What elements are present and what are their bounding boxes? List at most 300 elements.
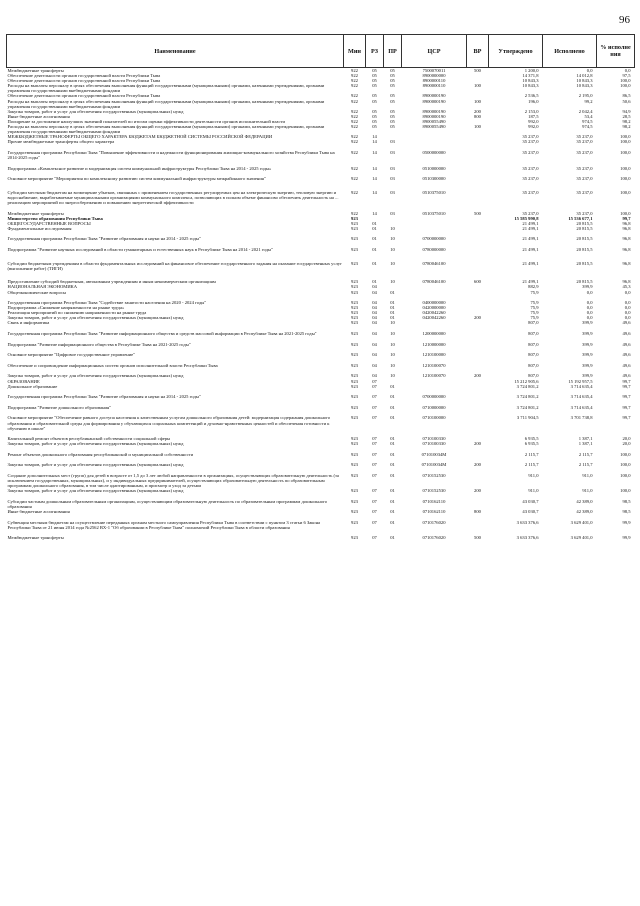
cell-pct: 100,0 <box>620 149 631 155</box>
cell-csr: 1210000000 <box>422 341 446 347</box>
cell-csr: 071010034М <box>421 462 447 468</box>
cell-executed: 1 387,1 <box>578 441 593 447</box>
cell-executed: 2 042,4 <box>578 108 593 114</box>
cell-executed: 20 815,5 <box>576 247 593 253</box>
cell-pct: 0,0 <box>624 305 631 311</box>
cell-vr: 800 <box>474 113 481 119</box>
cell-rz: 07 <box>372 441 377 447</box>
cell-approved: 3 633 376,6 <box>516 519 539 525</box>
cell-csr: 0710100330 <box>422 436 446 442</box>
cell-name: ОБЩЕГОСУДАРСТВЕННЫЕ ВОПРОСЫ <box>7 220 91 226</box>
cell-name: Иные бюджетные ассигнования <box>7 113 70 119</box>
cell-approved: 807,0 <box>528 331 539 337</box>
cell-pr: 05 <box>390 68 395 73</box>
cell-csr: 0780046100 <box>422 260 446 266</box>
cell-executed: 0,0 <box>586 315 593 321</box>
cell-name: Обеспечение деятельности органов государственной власти Республики Тыва <box>7 93 161 99</box>
cell-min: 922 <box>351 73 358 79</box>
cell-min: 923 <box>351 260 358 266</box>
cell-name: Закупка товаров, работ и услуг для обеспечения государственных (муниципальных) нужд <box>7 108 184 114</box>
cell-pct: 45,3 <box>622 284 631 290</box>
cell-executed: 99,2 <box>584 98 593 104</box>
cell-pct: 100,0 <box>620 451 631 457</box>
header-percent: % исполне ния <box>597 35 635 68</box>
cell-rz: 05 <box>372 98 377 104</box>
cell-min: 922 <box>351 118 358 124</box>
cell-csr: 8900000000 <box>422 73 446 79</box>
cell-vr: 100 <box>474 98 481 104</box>
cell-pr: 03 <box>390 165 395 171</box>
cell-min: 923 <box>351 225 358 231</box>
cell-name: Реализация мероприятий по снижению напряженности на рынке труда <box>7 310 147 316</box>
cell-min: 922 <box>351 149 358 155</box>
cell-rz: 07 <box>372 488 377 494</box>
cell-vr <box>467 336 489 347</box>
cell-rz: 01 <box>372 220 377 226</box>
cell-pr: 03 <box>390 149 395 155</box>
cell-approved: 35 237,0 <box>522 134 539 140</box>
cell-rz: 05 <box>372 78 377 84</box>
cell-approved: 43 030,7 <box>522 509 539 515</box>
cell-min: 923 <box>351 310 358 316</box>
cell-pr: 01 <box>390 441 395 447</box>
cell-pct: 49,6 <box>622 331 631 337</box>
cell-executed: 974,5 <box>582 124 593 130</box>
cell-rz: 05 <box>372 93 377 99</box>
cell-approved: 196,0 <box>528 98 539 104</box>
cell-executed: 974,5 <box>582 118 593 124</box>
cell-pr: 03 <box>390 189 395 195</box>
cell-pr: 01 <box>390 289 395 295</box>
cell-name: Межбюджетные трансферты <box>7 68 64 73</box>
cell-name: МЕЖБЮДЖЕТНЫЕ ТРАНСФЕРТЫ ОБЩЕГО ХАРАКТЕРА БЮДЖЕТАМ БЮДЖЕТНОЙ СИСТЕМЫ РОССИЙСКОЙ ФЕДЕРАЦИИ <box>7 134 273 140</box>
cell-min: 923 <box>351 509 358 515</box>
cell-pct: 96,8 <box>622 225 631 231</box>
cell-name: Подпрограмма «Снижение напряженности на рынке труда» <box>7 305 125 311</box>
cell-approved: 15 585 990,8 <box>514 215 539 221</box>
cell-executed: 0,0 <box>586 68 593 73</box>
cell-min: 922 <box>351 176 358 182</box>
cell-approved: 3 711 904,5 <box>516 415 539 421</box>
cell-pct: 100,0 <box>620 165 631 171</box>
cell-min: 923 <box>351 352 358 358</box>
cell-pr: 10 <box>390 279 395 285</box>
cell-approved: 3 724 801,2 <box>516 404 539 410</box>
cell-executed: 0,0 <box>586 289 593 295</box>
cell-pr: 03 <box>390 176 395 182</box>
cell-rz: 04 <box>372 320 377 326</box>
cell-pr: 10 <box>390 362 395 368</box>
cell-approved: 6 935,5 <box>524 441 539 447</box>
cell-pct: 28,5 <box>622 113 631 119</box>
cell-vr <box>467 242 489 253</box>
header-pr: ПР <box>384 35 402 68</box>
cell-vr <box>467 160 489 171</box>
cell-approved: 21 499,1 <box>522 236 539 242</box>
cell-executed: 20 815,5 <box>576 236 593 242</box>
cell-rz: 07 <box>372 383 377 389</box>
cell-min: 923 <box>351 394 358 400</box>
cell-csr: 1210100070 <box>422 362 446 368</box>
cell-executed: 14 012,8 <box>576 73 593 79</box>
cell-pct: 100,0 <box>620 83 631 89</box>
cell-pr: 05 <box>390 78 395 84</box>
cell-vr: 200 <box>474 441 481 447</box>
cell-csr: 0710176020 <box>422 535 446 541</box>
cell-name: ОБРАЗОВАНИЕ <box>7 378 40 384</box>
cell-pct: 94,9 <box>622 108 631 114</box>
cell-approved: 21 499,1 <box>522 225 539 231</box>
cell-pr: 10 <box>390 373 395 379</box>
cell-pr: 10 <box>390 341 395 347</box>
cell-pct: 98,2 <box>622 118 631 124</box>
cell-approved: 1 200,0 <box>524 68 539 73</box>
cell-approved: 75,9 <box>530 315 539 321</box>
cell-approved: 35 237,0 <box>522 139 539 145</box>
cell-pr: 10 <box>390 260 395 266</box>
cell-pct: 96,8 <box>622 279 631 285</box>
cell-csr: 0510300000 <box>422 176 446 182</box>
cell-csr: 8900000110 <box>422 83 446 89</box>
cell-min: 923 <box>351 436 358 442</box>
budget-execution-table <box>6 34 635 541</box>
cell-approved: 15 212 905,6 <box>514 378 539 384</box>
cell-name: Закупка товаров, работ и услуг для обеспечения государственных (муниципальных) нужд <box>7 462 184 468</box>
cell-min: 923 <box>351 519 358 525</box>
cell-min: 923 <box>351 373 358 379</box>
cell-pr: 01 <box>390 436 395 442</box>
cell-min: 923 <box>351 289 358 295</box>
cell-rz: 01 <box>372 225 377 231</box>
cell-approved: 75,9 <box>530 305 539 311</box>
cell-rz: 01 <box>372 279 377 285</box>
cell-min: 923 <box>351 331 358 337</box>
cell-pct: 100,0 <box>620 139 631 145</box>
cell-pr: 10 <box>390 320 395 326</box>
cell-name: Капитальный ремонт объектов республиканской собственности социальной сферы <box>7 436 171 442</box>
cell-pct: 96,8 <box>622 236 631 242</box>
header-min: Мин <box>344 35 366 68</box>
cell-approved: 10 843,3 <box>522 83 539 89</box>
cell-min: 923 <box>351 498 358 504</box>
cell-pct: 99,9 <box>622 535 631 541</box>
cell-pct: 96,8 <box>622 260 631 266</box>
table-row <box>7 336 635 347</box>
cell-vr <box>467 493 489 509</box>
cell-pct: 96,8 <box>622 220 631 226</box>
cell-name: Министерство образования Республики Тыва <box>7 215 103 221</box>
cell-csr: 0710162110 <box>422 498 446 504</box>
cell-executed: 2 115,7 <box>578 462 593 468</box>
cell-min: 923 <box>351 220 358 226</box>
cell-vr <box>467 252 489 271</box>
cell-pr: 05 <box>390 113 395 119</box>
cell-pct: 0,0 <box>624 315 631 321</box>
cell-csr: 0420042260 <box>422 315 446 321</box>
cell-vr <box>467 144 489 160</box>
cell-pr: 05 <box>390 98 395 104</box>
cell-approved: 911,0 <box>528 473 539 479</box>
cell-name: Государственная программа Республики Тыва "Развитие информационного общества и средств массовой информации в Республике Тыва на 2021-2025 годы" <box>7 331 317 337</box>
cell-min: 923 <box>351 404 358 410</box>
cell-approved: 75,9 <box>530 289 539 295</box>
cell-executed: 35 237,0 <box>576 149 593 155</box>
cell-executed: 20 815,5 <box>576 225 593 231</box>
cell-name: Расходы на выплаты персоналу в целях обеспечения выполнения функций государственными (муниципальными) органами, казенными учреждениями, органами управления государственными внебюджетными фондами <box>7 124 325 135</box>
cell-approved: 14 371,8 <box>522 73 539 79</box>
table-row <box>7 368 635 379</box>
cell-approved: 2 153,0 <box>524 108 539 114</box>
table-row <box>7 160 635 171</box>
cell-approved: 10 843,3 <box>522 78 539 84</box>
cell-approved: 807,0 <box>528 362 539 368</box>
table-row <box>7 399 635 410</box>
cell-executed: 15 192 957,5 <box>568 378 593 384</box>
cell-name: Закупка товаров, работ и услуг для обеспечения государственных (муниципальных) нужд <box>7 315 184 321</box>
cell-vr <box>467 181 489 205</box>
cell-csr: 0700000000 <box>422 236 446 242</box>
cell-csr: 8900055490 <box>422 124 446 130</box>
cell-executed: 0,0 <box>586 305 593 311</box>
cell-name: Общеэкономические вопросы <box>7 289 67 295</box>
cell-approved: 807,0 <box>528 341 539 347</box>
cell-pr: 01 <box>390 509 395 515</box>
cell-name: НАЦИОНАЛЬНАЯ ЭКОНОМИКА <box>7 284 78 290</box>
cell-csr: 0700000000 <box>422 394 446 400</box>
cell-min: 923 <box>351 415 358 421</box>
cell-approved: 35 237,0 <box>522 176 539 182</box>
cell-name: Расходы на выплаты персоналу в целях обеспечения выполнения функций государственными (муниципальными) органами, казенными учреждениями, органами управления государственными внебюджетными фондами <box>7 98 325 109</box>
cell-pct: 98,2 <box>622 124 631 130</box>
table-row <box>7 171 635 182</box>
cell-executed: 53,4 <box>584 113 593 119</box>
cell-rz: 05 <box>372 68 377 73</box>
cell-min: 922 <box>351 78 358 84</box>
cell-vr: 200 <box>474 315 481 321</box>
cell-csr: 0510000000 <box>422 165 446 171</box>
cell-name: Государственная программа Республики Тыва "Развитие образования и науки на 2014 - 2025 годы" <box>7 236 201 242</box>
cell-vr <box>467 347 489 358</box>
cell-executed: 20 815,5 <box>576 220 593 226</box>
cell-approved: 21 499,1 <box>522 260 539 266</box>
cell-pr: 01 <box>390 488 395 494</box>
cell-csr: 1210100000 <box>422 352 446 358</box>
cell-pct: 99,7 <box>622 378 631 384</box>
cell-pr: 10 <box>390 247 395 253</box>
cell-executed: 10 843,3 <box>576 78 593 84</box>
cell-approved: 807,0 <box>528 320 539 326</box>
cell-pr: 05 <box>390 108 395 114</box>
cell-rz: 07 <box>372 473 377 479</box>
cell-pct: 49,6 <box>622 352 631 358</box>
cell-min: 922 <box>351 108 358 114</box>
header-csr: ЦСР <box>402 35 467 68</box>
cell-vr <box>467 514 489 530</box>
cell-csr: 1200000000 <box>422 331 446 337</box>
cell-rz: 14 <box>372 210 377 216</box>
cell-pct: 100,0 <box>620 210 631 216</box>
cell-rz: 14 <box>372 139 377 145</box>
cell-csr: 0780000000 <box>422 247 446 253</box>
cell-csr: 0710100000 <box>422 415 446 421</box>
cell-executed: 42 389,0 <box>576 498 593 504</box>
cell-executed: 1 387,1 <box>578 436 593 442</box>
cell-name: Дошкольное образование <box>7 383 58 389</box>
cell-vr: 100 <box>474 83 481 89</box>
cell-executed: 399,9 <box>582 284 593 290</box>
cell-pct: 99,7 <box>622 394 631 400</box>
cell-min: 922 <box>351 98 358 104</box>
cell-approved: 21 499,1 <box>522 247 539 253</box>
cell-name: Подпрограмма "Развитие дошкольного образования" <box>7 404 111 410</box>
cell-pct: 0,0 <box>624 310 631 316</box>
cell-pct: 100,0 <box>620 473 631 479</box>
cell-pct: 49,6 <box>622 362 631 368</box>
cell-rz: 14 <box>372 176 377 182</box>
cell-approved: 35 237,0 <box>522 165 539 171</box>
cell-name: Государственная программа Республики Тыва "Повышение эффективности и надежности функционирования жилищно-коммунального хозяйства Республики Тыва на 2014-2025 годы" <box>7 149 335 160</box>
cell-name: Иные бюджетные ассигнования <box>7 509 70 515</box>
cell-min: 923 <box>351 320 358 326</box>
cell-rz: 07 <box>372 436 377 442</box>
cell-pct: 98,5 <box>622 509 631 515</box>
cell-approved: 21 499,1 <box>522 220 539 226</box>
cell-rz: 04 <box>372 362 377 368</box>
cell-pr: 03 <box>390 210 395 216</box>
cell-pr: 03 <box>390 139 395 145</box>
cell-name: Межбюджетные трансферты <box>7 210 64 216</box>
cell-pct: 99,7 <box>622 215 631 221</box>
cell-rz: 01 <box>372 247 377 253</box>
cell-rz: 07 <box>372 535 377 541</box>
cell-min: 923 <box>351 236 358 242</box>
cell-csr: 0710000000 <box>422 404 446 410</box>
cell-name: Обеспечение и сопровождение информационных систем органов исполнительной власти Республики Тыва <box>7 362 218 368</box>
cell-rz: 01 <box>372 260 377 266</box>
cell-rz: 07 <box>372 498 377 504</box>
cell-vr: 600 <box>474 279 481 285</box>
cell-name: Создание дополнительных мест (групп) для детей в возрасте от 1,5 до 3 лет любой направленности в организациях, осуществляющих образовательную деятельность (за исключением государственных, муниципальных), и у индивидуальных предпринимателей, осуществляющих образовательную деятельность по образовательным программам дошкольного образования, в том числе адаптированным, и присмотр и уход за детьми <box>7 473 339 489</box>
cell-pct: 20,0 <box>622 436 631 442</box>
cell-pr: 01 <box>390 300 395 306</box>
cell-vr <box>467 295 489 306</box>
cell-min: 923 <box>351 451 358 457</box>
table-row <box>7 530 635 541</box>
cell-approved: 3 724 801,2 <box>516 383 539 389</box>
cell-csr: 1210100070 <box>422 373 446 379</box>
cell-vr: 200 <box>474 462 481 468</box>
cell-min: 923 <box>351 473 358 479</box>
cell-pr: 01 <box>390 473 395 479</box>
cell-min: 923 <box>351 378 358 384</box>
cell-executed: 399,9 <box>582 362 593 368</box>
cell-name: Закупка товаров, работ и услуг для обеспечения государственных (муниципальных) нужд <box>7 488 184 494</box>
cell-vr <box>467 171 489 182</box>
cell-pct: 99,7 <box>622 404 631 410</box>
table-row <box>7 124 635 134</box>
cell-vr <box>467 231 489 242</box>
cell-min: 922 <box>351 93 358 99</box>
table-row <box>7 181 635 205</box>
cell-csr: 8900000190 <box>422 98 446 104</box>
cell-name: Основное мероприятие "Обеспечение равного доступа населения к качественным услугам дошкольного образования детей: модернизация содержания дошкольного образования и образовательной среды для формирования у обучающихся социальных компетенций и духовно-нравственных ценностей и обеспечения готовности к обучению в школе" <box>7 415 331 431</box>
cell-approved: 992,0 <box>528 118 539 124</box>
cell-csr: 8900000190 <box>422 113 446 119</box>
cell-rz: 14 <box>372 189 377 195</box>
cell-approved: 187,5 <box>528 113 539 119</box>
cell-min: 922 <box>351 134 358 140</box>
cell-name: Обеспечение деятельности органов государственной власти Республики Тыва <box>7 78 161 84</box>
cell-csr: 0420000000 <box>422 305 446 311</box>
table-row <box>7 431 635 442</box>
cell-pr: 05 <box>390 93 395 99</box>
cell-rz: 05 <box>372 83 377 89</box>
table-row <box>7 389 635 400</box>
cell-approved: 6 935,5 <box>524 436 539 442</box>
cell-executed: 2 115,7 <box>578 451 593 457</box>
cell-approved: 807,0 <box>528 373 539 379</box>
cell-rz: 07 <box>372 509 377 515</box>
cell-name: Основное мероприятие "Мероприятия по комплексному развитию систем коммунальной инфраструктуры межрайонного значения" <box>7 176 266 182</box>
cell-approved: 35 237,0 <box>522 210 539 216</box>
cell-rz: 04 <box>372 289 377 295</box>
cell-vr: 200 <box>474 373 481 379</box>
cell-csr: 8900055490 <box>422 118 446 124</box>
cell-csr: 0510375010 <box>422 189 446 195</box>
table-row <box>7 144 635 160</box>
cell-name: Подпрограмма «Комплексное развитие и модернизация систем коммунальной инфраструктуры Республики Тыва на 2014 - 2025 годы» <box>7 165 272 171</box>
cell-name: Субсидии бюджетным учреждениям в области фундаментальных исследований на финансовое обеспечение государственного задания на оказание государственных услуг (выполнение работ) (ТИГИ) <box>7 260 342 271</box>
cell-pct: 98,5 <box>622 498 631 504</box>
cell-rz: 14 <box>372 134 377 140</box>
cell-executed: 399,9 <box>582 320 593 326</box>
cell-pr: 01 <box>390 498 395 504</box>
cell-min: 922 <box>351 210 358 216</box>
cell-name: Подпрограмма "Развитие информационного общества в Республике Тыва на 2021-2025 годы" <box>7 341 191 347</box>
cell-csr: 0710176020 <box>422 519 446 525</box>
cell-vr: 500 <box>474 68 481 73</box>
cell-executed: 20 815,5 <box>576 279 593 285</box>
table-header-row <box>7 35 635 68</box>
table-row <box>7 326 635 337</box>
cell-executed: 3 714 635,4 <box>570 404 593 410</box>
cell-rz: 07 <box>372 378 377 384</box>
cell-vr: 100 <box>474 124 481 130</box>
cell-rz: 05 <box>372 73 377 79</box>
cell-vr: 800 <box>474 509 481 515</box>
cell-executed: 3 629 401,0 <box>570 535 593 541</box>
cell-executed: 399,9 <box>582 331 593 337</box>
cell-pr: 10 <box>390 225 395 231</box>
cell-executed: 0,0 <box>586 310 593 316</box>
cell-pr: 01 <box>390 394 395 400</box>
cell-rz: 07 <box>372 462 377 468</box>
cell-approved: 882,9 <box>528 284 539 290</box>
cell-vr <box>467 446 489 457</box>
cell-min: 923 <box>351 247 358 253</box>
cell-pr: 01 <box>390 383 395 389</box>
cell-pr: 01 <box>390 305 395 311</box>
cell-pr: 05 <box>390 124 395 130</box>
cell-csr: 8900000190 <box>422 108 446 114</box>
cell-pr: 01 <box>390 451 395 457</box>
cell-name: Государственная программа Республики Тыва "Развитие образования и науки на 2014 - 2025 годы" <box>7 394 201 400</box>
cell-pct: 49,6 <box>622 320 631 326</box>
cell-vr <box>467 410 489 431</box>
cell-min: 923 <box>351 305 358 311</box>
cell-min: 923 <box>351 383 358 389</box>
cell-vr <box>467 357 489 368</box>
